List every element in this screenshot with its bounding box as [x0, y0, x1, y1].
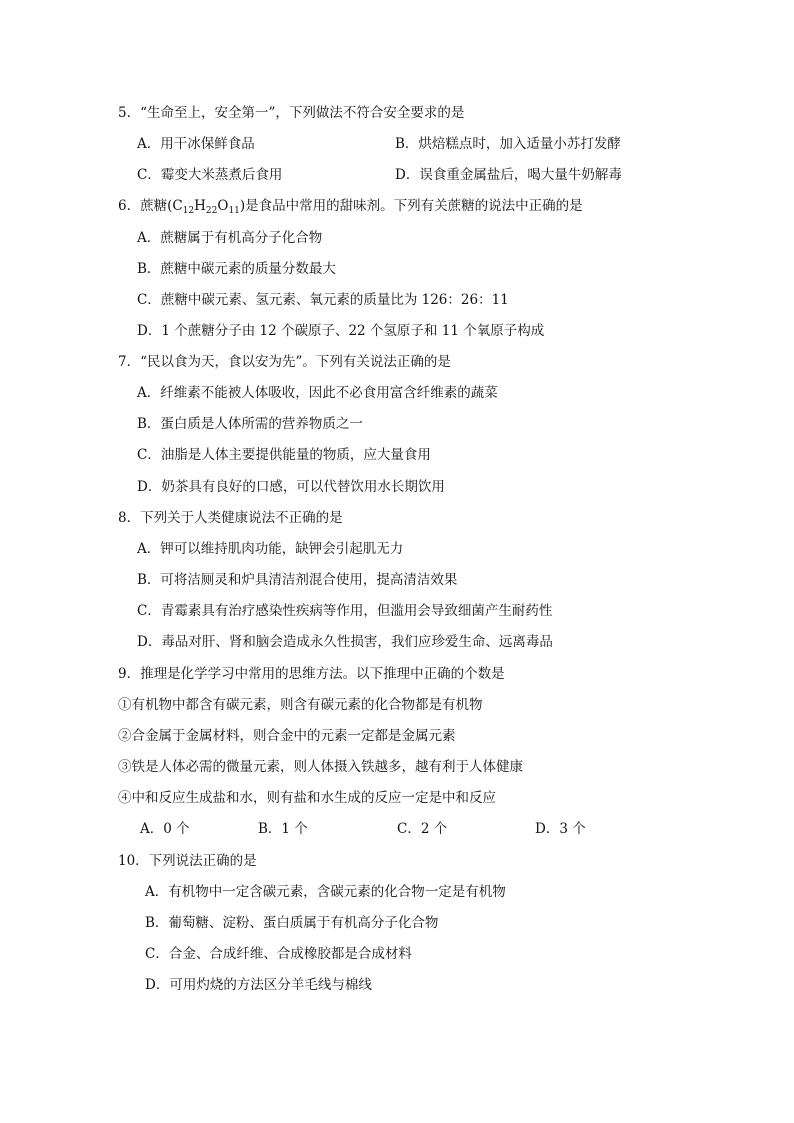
q10-option-c: C．合金、合成纤维、合成橡胶都是合成材料	[145, 946, 412, 962]
q9-option-c: C．2 个	[397, 821, 448, 837]
q8-option-c: C．青霉素具有治疗感染性疾病等作用，但滥用会导致细菌产生耐药性	[137, 603, 553, 619]
q10-option-a: A．有机物中一定含碳元素，含碳元素的化合物一定是有机物	[145, 884, 506, 900]
q6-stem-prefix: 6．蔗糖(C	[118, 198, 183, 214]
q7-option-c: C．油脂是人体主要提供能量的物质，应大量食用	[137, 447, 431, 463]
q9-option-a: A．0 个	[140, 821, 190, 837]
q8-stem: 8．下列关于人类健康说法不正确的是	[118, 510, 343, 526]
q6-h: H	[194, 198, 206, 214]
q7-option-a: A．纤维素不能被人体吸收，因此不必食用富含纤维素的蔬菜	[137, 385, 498, 401]
q10-stem: 10．下列说法正确的是	[118, 853, 257, 869]
q9-statement-2: ②合金属于金属材料，则合金中的元素一定都是金属元素	[118, 728, 456, 744]
q6-o: O	[217, 198, 229, 214]
q7-stem: 7．“民以食为天，食以安为先”。下列有关说法正确的是	[118, 354, 451, 370]
q6-sub-c: 12	[182, 206, 195, 216]
q8-option-a: A．钾可以维持肌肉功能，缺钾会引起肌无力	[137, 541, 404, 557]
q6-option-b: B．蔗糖中碳元素的质量分数最大	[137, 261, 336, 277]
q10-option-d: D．可用灼烧的方法区分羊毛线与棉线	[145, 977, 372, 993]
q5-option-c: C．霉变大米蒸煮后食用	[137, 167, 283, 183]
q7-option-d: D．奶茶具有良好的口感，可以代替饮用水长期饮用	[137, 479, 445, 495]
q9-statement-1: ①有机物中都含有碳元素，则含有碳元素的化合物都是有机物	[118, 697, 483, 713]
q8-option-b: B．可将洁厕灵和炉具清洁剂混合使用，提高清洁效果	[137, 572, 458, 588]
q6-sub-o: 11	[228, 206, 240, 216]
q6-option-a: A．蔗糖属于有机高分子化合物	[137, 230, 323, 246]
q5-option-b: B．烘焙糕点时，加入适量小苏打发酵	[395, 136, 621, 152]
q8-option-d: D．毒品对肝、肾和脑会造成永久性损害，我们应珍爱生命、远离毒品	[137, 634, 553, 650]
q6-option-d: D．1 个蔗糖分子由 12 个碳原子、22 个氢原子和 11 个氧原子构成	[137, 323, 545, 339]
q9-statement-3: ③铁是人体必需的微量元素，则人体摄入铁越多，越有利于人体健康	[118, 759, 523, 775]
q6-sub-h: 22	[205, 206, 218, 216]
q5-option-d: D．误食重金属盐后，喝大量牛奶解毒	[395, 167, 622, 183]
q9-statement-4: ④中和反应生成盐和水，则有盐和水生成的反应一定是中和反应	[118, 790, 496, 806]
q6-stem	[118, 196, 583, 216]
q5-stem: 5．“生命至上，安全第一”，下列做法不符合安全要求的是	[118, 105, 465, 121]
q5-option-a: A．用干冰保鲜食品	[137, 136, 255, 152]
q6-option-c: C．蔗糖中碳元素、氢元素、氧元素的质量比为 126：26：11	[137, 292, 509, 308]
q6-stem-suffix: )是食品中常用的甜味剂。下列有关蔗糖的说法中正确的是	[239, 198, 583, 214]
q9-option-b: B．1 个	[258, 821, 308, 837]
q7-option-b: B．蛋白质是人体所需的营养物质之一	[137, 416, 363, 432]
q10-option-b: B．葡萄糖、淀粉、蛋白质属于有机高分子化合物	[145, 915, 439, 931]
q9-option-d: D．3 个	[535, 821, 586, 837]
q9-stem: 9．推理是化学学习中常用的思维方法。以下推理中正确的个数是	[118, 666, 505, 682]
